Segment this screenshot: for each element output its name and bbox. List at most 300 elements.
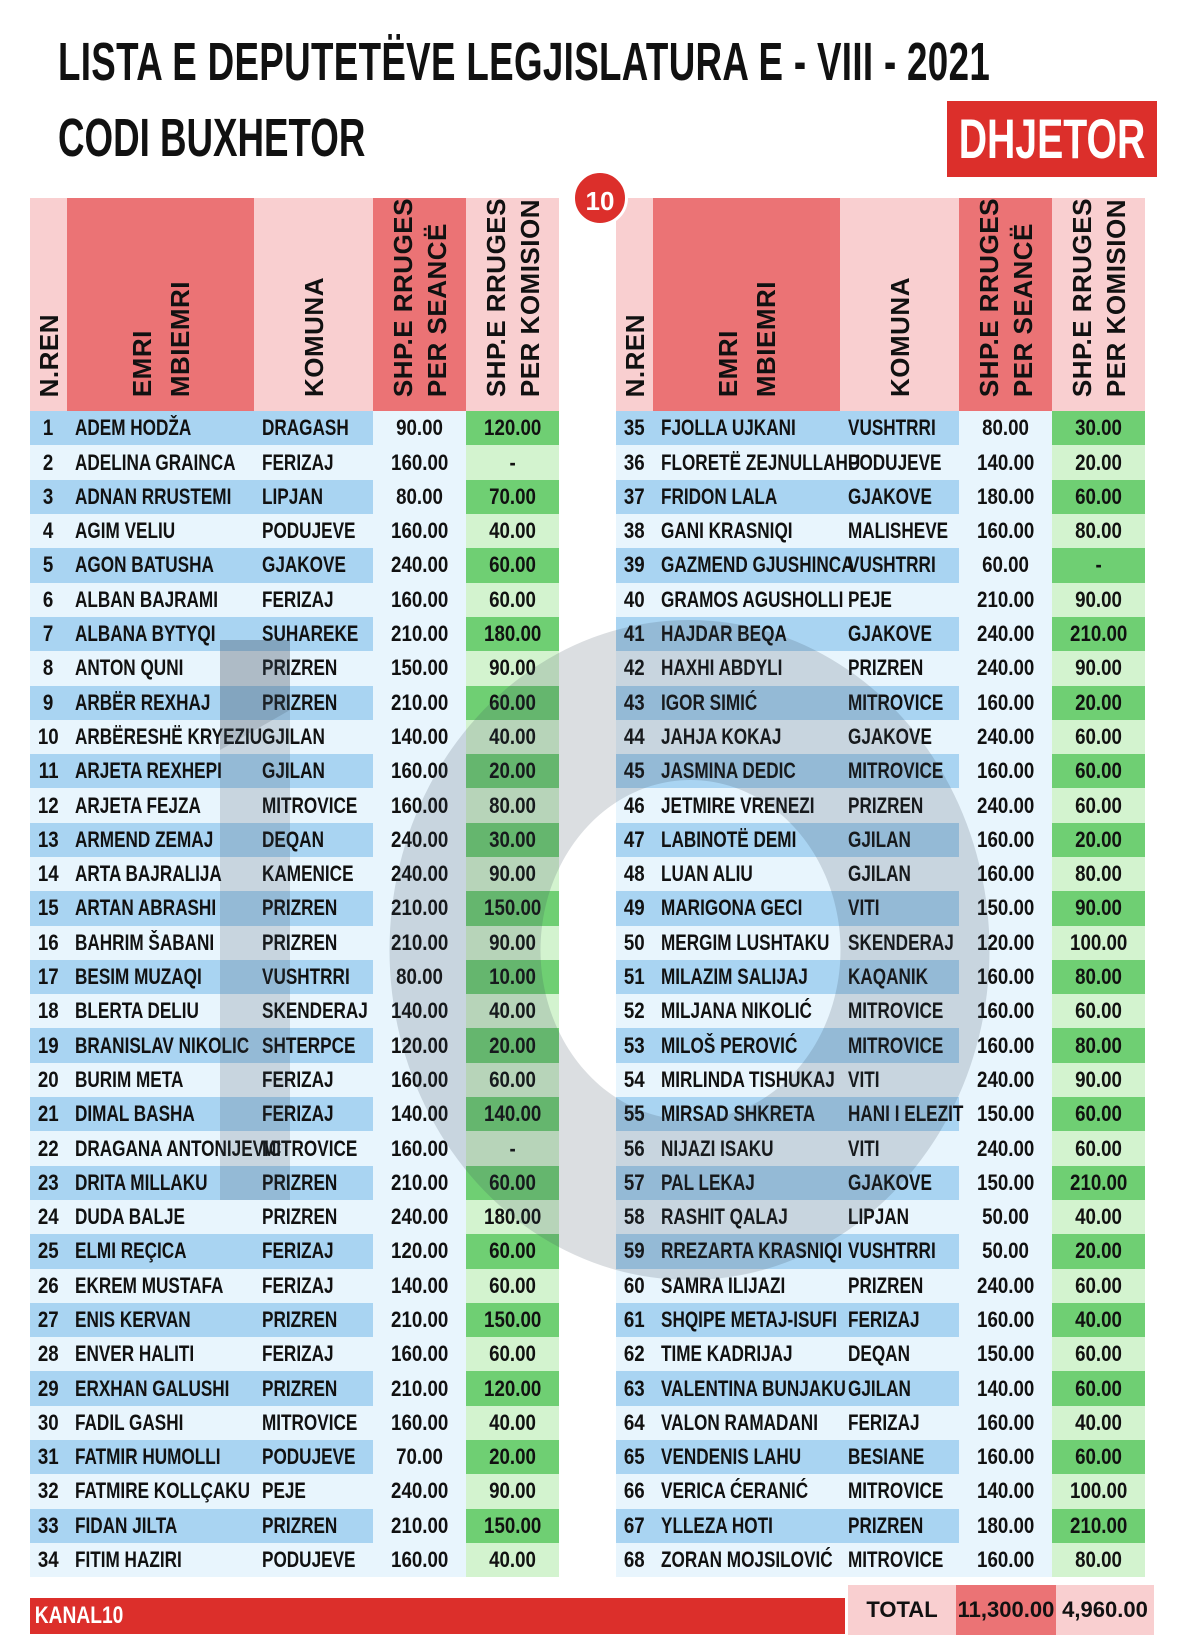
row-number: 41 (616, 617, 653, 651)
table-row (616, 960, 1172, 994)
col-header-komuna: KOMUNA (254, 198, 373, 411)
row-seance: 210.00 (373, 1509, 466, 1543)
row-komision: 180.00 (466, 1200, 559, 1234)
row-number: 21 (30, 1097, 67, 1131)
row-number: 13 (30, 823, 67, 857)
row-name: ENVER HALITI (67, 1337, 254, 1371)
row-number: 1 (30, 411, 67, 445)
footer-brand-bar (30, 1598, 845, 1634)
row-number: 62 (616, 1337, 653, 1371)
row-komision: 60.00 (1052, 1371, 1145, 1405)
table-row (30, 445, 586, 479)
table-row (30, 720, 586, 754)
row-komision: 40.00 (466, 1406, 559, 1440)
row-name: FATMIRE KOLLÇAKU (67, 1474, 254, 1508)
deputies-table-left (30, 198, 586, 1577)
row-komision: 210.00 (1052, 1509, 1145, 1543)
row-komision: 20.00 (466, 1440, 559, 1474)
row-name: ARJETA REXHEPI (67, 754, 254, 788)
row-number: 9 (30, 686, 67, 720)
row-komuna: PRIZREN (254, 1303, 373, 1337)
row-komision: 60.00 (466, 548, 559, 582)
row-komuna: PODUJEVE (254, 1543, 373, 1577)
table-row (616, 823, 1172, 857)
row-komuna: VUSHTRRI (840, 548, 959, 582)
row-spacer (1145, 1166, 1172, 1200)
row-spacer (1145, 583, 1172, 617)
row-name: IGOR SIMIĆ (653, 686, 840, 720)
row-seance: 160.00 (959, 994, 1052, 1028)
table-row (30, 1337, 586, 1371)
row-komuna: DRAGASH (254, 411, 373, 445)
row-number: 7 (30, 617, 67, 651)
row-komuna: VITI (840, 1131, 959, 1165)
row-seance: 240.00 (373, 1200, 466, 1234)
row-spacer (1145, 445, 1172, 479)
row-spacer (1145, 926, 1172, 960)
row-komision: 40.00 (466, 1543, 559, 1577)
row-number: 17 (30, 960, 67, 994)
row-name: AGIM VELIU (67, 514, 254, 548)
row-komision: 120.00 (466, 411, 559, 445)
row-spacer (1145, 1406, 1172, 1440)
row-spacer (559, 926, 586, 960)
row-seance: 240.00 (959, 1131, 1052, 1165)
row-number: 25 (30, 1234, 67, 1268)
row-spacer (559, 1097, 586, 1131)
table-row (30, 994, 586, 1028)
row-komuna: FERIZAJ (254, 1234, 373, 1268)
row-seance: 50.00 (959, 1234, 1052, 1268)
row-komision: 60.00 (1052, 1269, 1145, 1303)
row-komuna: FERIZAJ (254, 1337, 373, 1371)
row-name: BESIM MUZAQI (67, 960, 254, 994)
row-komuna: PRIZREN (254, 1200, 373, 1234)
row-name: DRITA MILLAKU (67, 1166, 254, 1200)
row-number: 59 (616, 1234, 653, 1268)
row-name: ZORAN MOJSILOVIĆ (653, 1543, 840, 1577)
row-number: 31 (30, 1440, 67, 1474)
row-komuna: MITROVICE (254, 1406, 373, 1440)
row-name: DRAGANA ANTONIJEVIC (67, 1131, 254, 1165)
row-spacer (559, 1440, 586, 1474)
row-number: 56 (616, 1131, 653, 1165)
row-spacer (559, 1063, 586, 1097)
row-number: 42 (616, 651, 653, 685)
row-komision: 40.00 (1052, 1200, 1145, 1234)
table-row (30, 1063, 586, 1097)
row-number: 3 (30, 480, 67, 514)
row-spacer (559, 1474, 586, 1508)
row-spacer (1145, 1440, 1172, 1474)
row-spacer (1145, 891, 1172, 925)
row-seance: 210.00 (373, 1371, 466, 1405)
row-number: 50 (616, 926, 653, 960)
row-number: 5 (30, 548, 67, 582)
table-row (616, 548, 1172, 582)
row-number: 33 (30, 1509, 67, 1543)
row-spacer (559, 1543, 586, 1577)
row-komuna: BESIANE (840, 1440, 959, 1474)
row-komuna: PRIZREN (254, 1509, 373, 1543)
row-name: ANTON QUNI (67, 651, 254, 685)
total-seance: 11,300.00 (956, 1585, 1056, 1635)
row-name: EKREM MUSTAFA (67, 1269, 254, 1303)
row-komuna: KAMENICE (254, 857, 373, 891)
row-komision: 80.00 (1052, 1543, 1145, 1577)
row-komuna: MITROVICE (840, 754, 959, 788)
row-number: 12 (30, 788, 67, 822)
row-seance: 80.00 (959, 411, 1052, 445)
col-header-mbiemri: MBIEMRI (164, 280, 195, 398)
row-name: BRANISLAV NIKOLIC (67, 1028, 254, 1062)
row-komuna: GJAKOVE (840, 720, 959, 754)
row-spacer (1145, 1543, 1172, 1577)
row-seance: 210.00 (373, 1166, 466, 1200)
table-row (616, 1440, 1172, 1474)
row-name: GRAMOS AGUSHOLLI (653, 583, 840, 617)
row-komision: 60.00 (1052, 1337, 1145, 1371)
row-name: FIDAN JILTA (67, 1509, 254, 1543)
row-seance: 240.00 (373, 1474, 466, 1508)
row-komision: 80.00 (1052, 1028, 1145, 1062)
row-seance: 160.00 (959, 1303, 1052, 1337)
table-row (30, 686, 586, 720)
table-row (30, 1406, 586, 1440)
col-header-mbiemri: MBIEMRI (750, 280, 781, 398)
row-komuna: PODUJEVE (254, 1440, 373, 1474)
row-number: 54 (616, 1063, 653, 1097)
row-number: 2 (30, 445, 67, 479)
row-spacer (1145, 1234, 1172, 1268)
row-komuna: FERIZAJ (254, 1063, 373, 1097)
row-komuna: PRIZREN (254, 651, 373, 685)
row-komuna: GJILAN (254, 720, 373, 754)
row-spacer (559, 1166, 586, 1200)
row-number: 35 (616, 411, 653, 445)
row-spacer (1145, 1337, 1172, 1371)
page-subtitle: CODI BUXHETOR (58, 108, 366, 168)
month-badge (947, 101, 1157, 177)
row-seance: 240.00 (959, 788, 1052, 822)
row-komision: 120.00 (466, 1371, 559, 1405)
row-name: BURIM META (67, 1063, 254, 1097)
row-spacer (1145, 1269, 1172, 1303)
row-komuna: FERIZAJ (254, 1269, 373, 1303)
row-seance: 160.00 (373, 514, 466, 548)
row-spacer (1145, 548, 1172, 582)
row-komuna: SHTERPCE (254, 1028, 373, 1062)
row-spacer (1145, 686, 1172, 720)
row-number: 38 (616, 514, 653, 548)
row-komuna: MITROVICE (840, 1028, 959, 1062)
row-name: ARTA BAJRALIJA (67, 857, 254, 891)
row-spacer (559, 480, 586, 514)
table-row (616, 1371, 1172, 1405)
row-spacer (559, 1269, 586, 1303)
row-number: 8 (30, 651, 67, 685)
row-spacer (559, 1234, 586, 1268)
row-seance: 120.00 (373, 1028, 466, 1062)
row-number: 48 (616, 857, 653, 891)
row-spacer (559, 1509, 586, 1543)
row-spacer (559, 583, 586, 617)
row-komision: 30.00 (466, 823, 559, 857)
table-row (616, 480, 1172, 514)
row-name: MILAZIM SALIJAJ (653, 960, 840, 994)
row-komuna: KAQANIK (840, 960, 959, 994)
row-number: 67 (616, 1509, 653, 1543)
table-row (616, 1337, 1172, 1371)
row-seance: 240.00 (373, 823, 466, 857)
table-row (616, 1543, 1172, 1577)
row-komision: 60.00 (1052, 1131, 1145, 1165)
col-header-seance: SHP.E RRUGES PER SEANCË (959, 198, 1052, 411)
table-row (30, 411, 586, 445)
table-row (30, 1440, 586, 1474)
row-name: SAMRA ILIJAZI (653, 1269, 840, 1303)
row-spacer (1145, 411, 1172, 445)
row-komision: 60.00 (1052, 1440, 1145, 1474)
row-seance: 150.00 (959, 1097, 1052, 1131)
row-komuna: PEJE (254, 1474, 373, 1508)
row-name: TIME KADRIJAJ (653, 1337, 840, 1371)
row-komision: 90.00 (466, 1474, 559, 1508)
row-komuna: PRIZREN (254, 926, 373, 960)
row-number: 28 (30, 1337, 67, 1371)
row-komision: 10.00 (466, 960, 559, 994)
table-row (30, 1543, 586, 1577)
row-seance: 160.00 (959, 1543, 1052, 1577)
table-row (616, 1028, 1172, 1062)
row-komision: 60.00 (1052, 754, 1145, 788)
table-row (616, 583, 1172, 617)
row-spacer (1145, 1474, 1172, 1508)
row-name: GAZMEND GJUSHINCA (653, 548, 840, 582)
row-seance: 160.00 (373, 754, 466, 788)
row-name: HAJDAR BEQA (653, 617, 840, 651)
row-komuna: GJAKOVE (840, 617, 959, 651)
row-komuna: LIPJAN (254, 480, 373, 514)
row-seance: 160.00 (373, 788, 466, 822)
row-komuna: VUSHTRRI (840, 411, 959, 445)
row-komuna: PRIZREN (254, 1371, 373, 1405)
footer-brand: KANAL10 (34, 1602, 124, 1629)
table-row (616, 1269, 1172, 1303)
row-seance: 240.00 (373, 548, 466, 582)
table-row (30, 1269, 586, 1303)
table-row (616, 445, 1172, 479)
row-spacer (1145, 754, 1172, 788)
row-spacer (559, 891, 586, 925)
row-number: 66 (616, 1474, 653, 1508)
kanal10-logo-icon: 10 (572, 170, 628, 226)
row-komuna: GJILAN (840, 823, 959, 857)
row-komuna: PRIZREN (840, 788, 959, 822)
row-komision: 80.00 (1052, 514, 1145, 548)
row-komision: 150.00 (466, 1509, 559, 1543)
table-row (30, 960, 586, 994)
row-spacer (1145, 720, 1172, 754)
row-name: FLORETË ZEJNULLAHU (653, 445, 840, 479)
row-komision: 60.00 (1052, 480, 1145, 514)
row-name: PAL LEKAJ (653, 1166, 840, 1200)
row-komuna: FERIZAJ (254, 583, 373, 617)
row-seance: 140.00 (373, 720, 466, 754)
row-seance: 210.00 (373, 926, 466, 960)
row-number: 4 (30, 514, 67, 548)
row-name: HAXHI ABDYLI (653, 651, 840, 685)
row-spacer (1145, 960, 1172, 994)
row-number: 19 (30, 1028, 67, 1062)
row-number: 51 (616, 960, 653, 994)
table-row (30, 1509, 586, 1543)
row-seance: 160.00 (959, 754, 1052, 788)
row-name: ADEM HODŽA (67, 411, 254, 445)
row-name: NIJAZI ISAKU (653, 1131, 840, 1165)
row-komuna: MITROVICE (254, 1131, 373, 1165)
table-row (616, 1406, 1172, 1440)
table-row (616, 1234, 1172, 1268)
row-name: ARBËRESHË KRYEZIU (67, 720, 254, 754)
table-row (30, 926, 586, 960)
row-seance: 240.00 (959, 651, 1052, 685)
row-komision: 40.00 (1052, 1303, 1145, 1337)
row-spacer (1145, 1371, 1172, 1405)
row-name: LABINOTË DEMI (653, 823, 840, 857)
col-header-komision: SHP.E RRUGES PER KOMISION (466, 198, 559, 411)
row-number: 64 (616, 1406, 653, 1440)
row-spacer (559, 1131, 586, 1165)
row-spacer (1145, 1303, 1172, 1337)
row-name: JETMIRE VRENEZI (653, 788, 840, 822)
row-spacer (559, 514, 586, 548)
row-komuna: MITROVICE (840, 994, 959, 1028)
row-komision: 30.00 (1052, 411, 1145, 445)
row-name: VERICA ĆERANIĆ (653, 1474, 840, 1508)
row-komuna: GJILAN (254, 754, 373, 788)
row-seance: 120.00 (373, 1234, 466, 1268)
row-name: FJOLLA UJKANI (653, 411, 840, 445)
row-number: 47 (616, 823, 653, 857)
row-komuna: PODUJEVE (840, 445, 959, 479)
row-komuna: PRIZREN (840, 1509, 959, 1543)
row-number: 6 (30, 583, 67, 617)
col-header-name (653, 198, 840, 411)
row-name: RREZARTA KRASNIQI (653, 1234, 840, 1268)
table-row (616, 411, 1172, 445)
row-komision: 60.00 (466, 583, 559, 617)
row-spacer (1145, 823, 1172, 857)
row-number: 45 (616, 754, 653, 788)
row-komuna: VITI (840, 1063, 959, 1097)
row-komision: 70.00 (466, 480, 559, 514)
row-name: DIMAL BASHA (67, 1097, 254, 1131)
table-row (30, 514, 586, 548)
row-name: BLERTA DELIU (67, 994, 254, 1028)
row-komuna: DEQAN (840, 1337, 959, 1371)
row-seance: 160.00 (959, 823, 1052, 857)
table-row (30, 823, 586, 857)
row-spacer (559, 445, 586, 479)
row-komuna: HANI I ELEZIT (840, 1097, 959, 1131)
table-row (616, 891, 1172, 925)
row-seance: 70.00 (373, 1440, 466, 1474)
row-komision: 90.00 (466, 651, 559, 685)
table-row (616, 1303, 1172, 1337)
table-row (30, 1234, 586, 1268)
row-name: FRIDON LALA (653, 480, 840, 514)
row-name: ADELINA GRAINCA (67, 445, 254, 479)
row-name: YLLEZA HOTI (653, 1509, 840, 1543)
row-number: 57 (616, 1166, 653, 1200)
row-name: ALBAN BAJRAMI (67, 583, 254, 617)
table-row (30, 1371, 586, 1405)
col-header-seance: SHP.E RRUGES PER SEANCË (373, 198, 466, 411)
row-seance: 210.00 (959, 583, 1052, 617)
table-row (616, 1166, 1172, 1200)
row-komision: 20.00 (1052, 445, 1145, 479)
row-seance: 240.00 (959, 720, 1052, 754)
row-spacer (559, 754, 586, 788)
row-number: 15 (30, 891, 67, 925)
row-seance: 240.00 (959, 1269, 1052, 1303)
row-komision: 40.00 (466, 514, 559, 548)
row-name: VALENTINA BUNJAKU (653, 1371, 840, 1405)
table-row (30, 617, 586, 651)
row-name: ARTAN ABRASHI (67, 891, 254, 925)
row-seance: 160.00 (959, 1406, 1052, 1440)
row-number: 29 (30, 1371, 67, 1405)
row-spacer (1145, 514, 1172, 548)
row-seance: 160.00 (959, 1440, 1052, 1474)
row-komision: - (466, 445, 559, 479)
table-row (616, 617, 1172, 651)
table-row (616, 1131, 1172, 1165)
row-seance: 210.00 (373, 686, 466, 720)
row-seance: 150.00 (959, 1166, 1052, 1200)
row-seance: 50.00 (959, 1200, 1052, 1234)
row-number: 26 (30, 1269, 67, 1303)
row-number: 68 (616, 1543, 653, 1577)
col-header-emri: EMRI (712, 330, 743, 398)
row-seance: 160.00 (373, 1337, 466, 1371)
table-row (616, 754, 1172, 788)
row-komuna: FERIZAJ (840, 1303, 959, 1337)
row-name: SHQIPE METAJ-ISUFI (653, 1303, 840, 1337)
table-row (30, 891, 586, 925)
deputies-table-right (616, 198, 1172, 1577)
row-komuna: PRIZREN (254, 686, 373, 720)
row-name: ARBËR REXHAJ (67, 686, 254, 720)
row-name: MILJANA NIKOLIĆ (653, 994, 840, 1028)
row-seance: 150.00 (959, 891, 1052, 925)
row-komuna: MALISHEVE (840, 514, 959, 548)
row-seance: 160.00 (373, 1063, 466, 1097)
table-row (616, 926, 1172, 960)
row-komision: 20.00 (1052, 823, 1145, 857)
row-number: 52 (616, 994, 653, 1028)
row-komuna: GJAKOVE (840, 480, 959, 514)
table-row (30, 857, 586, 891)
row-number: 49 (616, 891, 653, 925)
row-seance: 160.00 (959, 686, 1052, 720)
row-number: 43 (616, 686, 653, 720)
row-komision: 90.00 (1052, 1063, 1145, 1097)
row-komision: 90.00 (1052, 651, 1145, 685)
row-number: 55 (616, 1097, 653, 1131)
row-spacer (559, 994, 586, 1028)
